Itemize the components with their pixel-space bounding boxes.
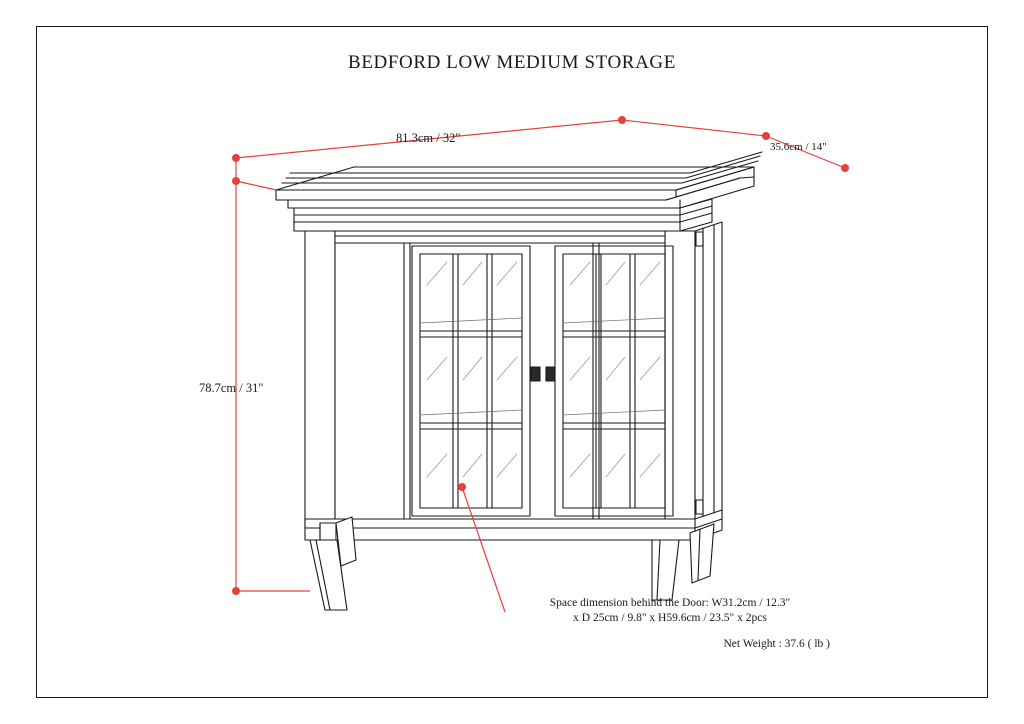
interior-space-note xyxy=(520,596,820,626)
dimension-label-width: 81.3cm / 32" xyxy=(396,131,461,145)
dimension-label-height: 78.7cm / 31" xyxy=(199,381,264,395)
page-title: BEDFORD LOW MEDIUM STORAGE xyxy=(348,52,676,73)
interior-space-note-line2: x D 25cm / 9.8" x H59.6cm / 23.5" x 2pcs xyxy=(573,612,767,624)
interior-space-note-line1: Space dimension behind the Door: W31.2cm / 12.3" xyxy=(549,597,791,609)
net-weight-label: Net Weight : 37.6 ( lb ) xyxy=(723,638,830,650)
dimension-label-depth: 35.6cm / 14" xyxy=(770,141,827,153)
